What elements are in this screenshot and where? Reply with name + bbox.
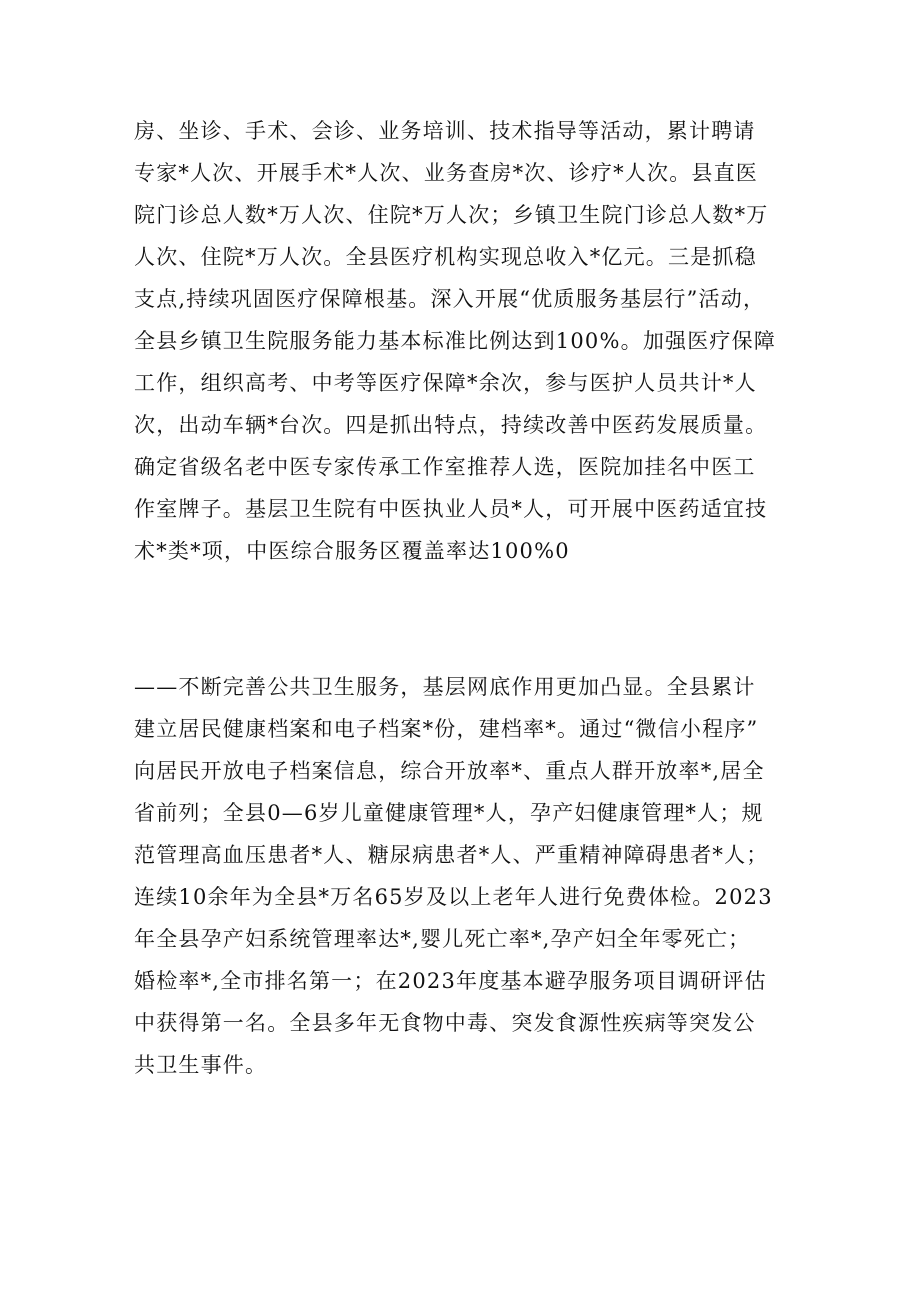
text-line: 范管理高血压患者*人、糖尿病患者*人、严重精神障碍患者*人； (134, 843, 769, 867)
text-line: 连续10余年为全县*万名65岁及以上老年人进行免费体检。2023 (134, 885, 773, 909)
text-line: 术*类*项，中医综合服务区覆盖率达100%0 (134, 539, 570, 563)
text-line: 专家*人次、开展手术*人次、业务查房*次、诊疗*人次。县直医 (134, 161, 758, 185)
text-line: 工作，组织高考、中考等医疗保障*余次，参与医护人员共计*人 (134, 371, 757, 395)
text-line: 确定省级名老中医专家传承工作室推荐人选，医院加挂名中医工 (134, 455, 756, 479)
text-line: ——不断完善公共卫生服务，基层网底作用更加凸显。全县累计 (134, 675, 756, 699)
text-line: 省前列；全县0—6岁儿童健康管理*人，孕产妇健康管理*人；规 (134, 801, 764, 825)
text-line: 全县乡镇卫生院服务能力基本标准比例达到100%。加强医疗保障 (134, 329, 777, 353)
text-line: 共卫生事件。 (134, 1053, 268, 1077)
text-line: 向居民开放电子档案信息，综合开放率*、重点人群开放率*,居全 (134, 759, 765, 783)
text-line: 人次、住院*万人次。全县医疗机构实现总收入*亿元。三是抓稳 (134, 245, 757, 269)
text-line: 次，出动车辆*台次。四是抓出特点，持续改善中医药发展质量。 (134, 413, 768, 437)
text-line: 年全县孕产妇系统管理率达*,婴儿死亡率*,孕产妇全年零死亡； (134, 927, 751, 951)
text-line: 建立居民健康档案和电子档案*份，建档率*。通过“微信小程序” (134, 717, 759, 741)
text-line: 作室牌子。基层卫生院有中医执业人员*人，可开展中医药适宜技 (134, 497, 768, 521)
text-line: 房、坐诊、手术、会诊、业务培训、技术指导等活动，累计聘请 (134, 119, 756, 143)
text-line: 婚检率*,全市排名第一；在2023年度基本避孕服务项目调研评估 (134, 969, 767, 993)
paragraph-medical-services (134, 110, 814, 572)
text-line: 院门诊总人数*万人次、住院*万人次；乡镇卫生院门诊总人数*万 (134, 203, 769, 227)
text-line: 支点,持续巩固医疗保障根基。深入开展“优质服务基层行”活动， (134, 287, 766, 311)
paragraph-public-health (134, 666, 814, 1086)
text-line: 中获得第一名。全县多年无食物中毒、突发食源性疾病等突发公 (134, 1011, 756, 1035)
